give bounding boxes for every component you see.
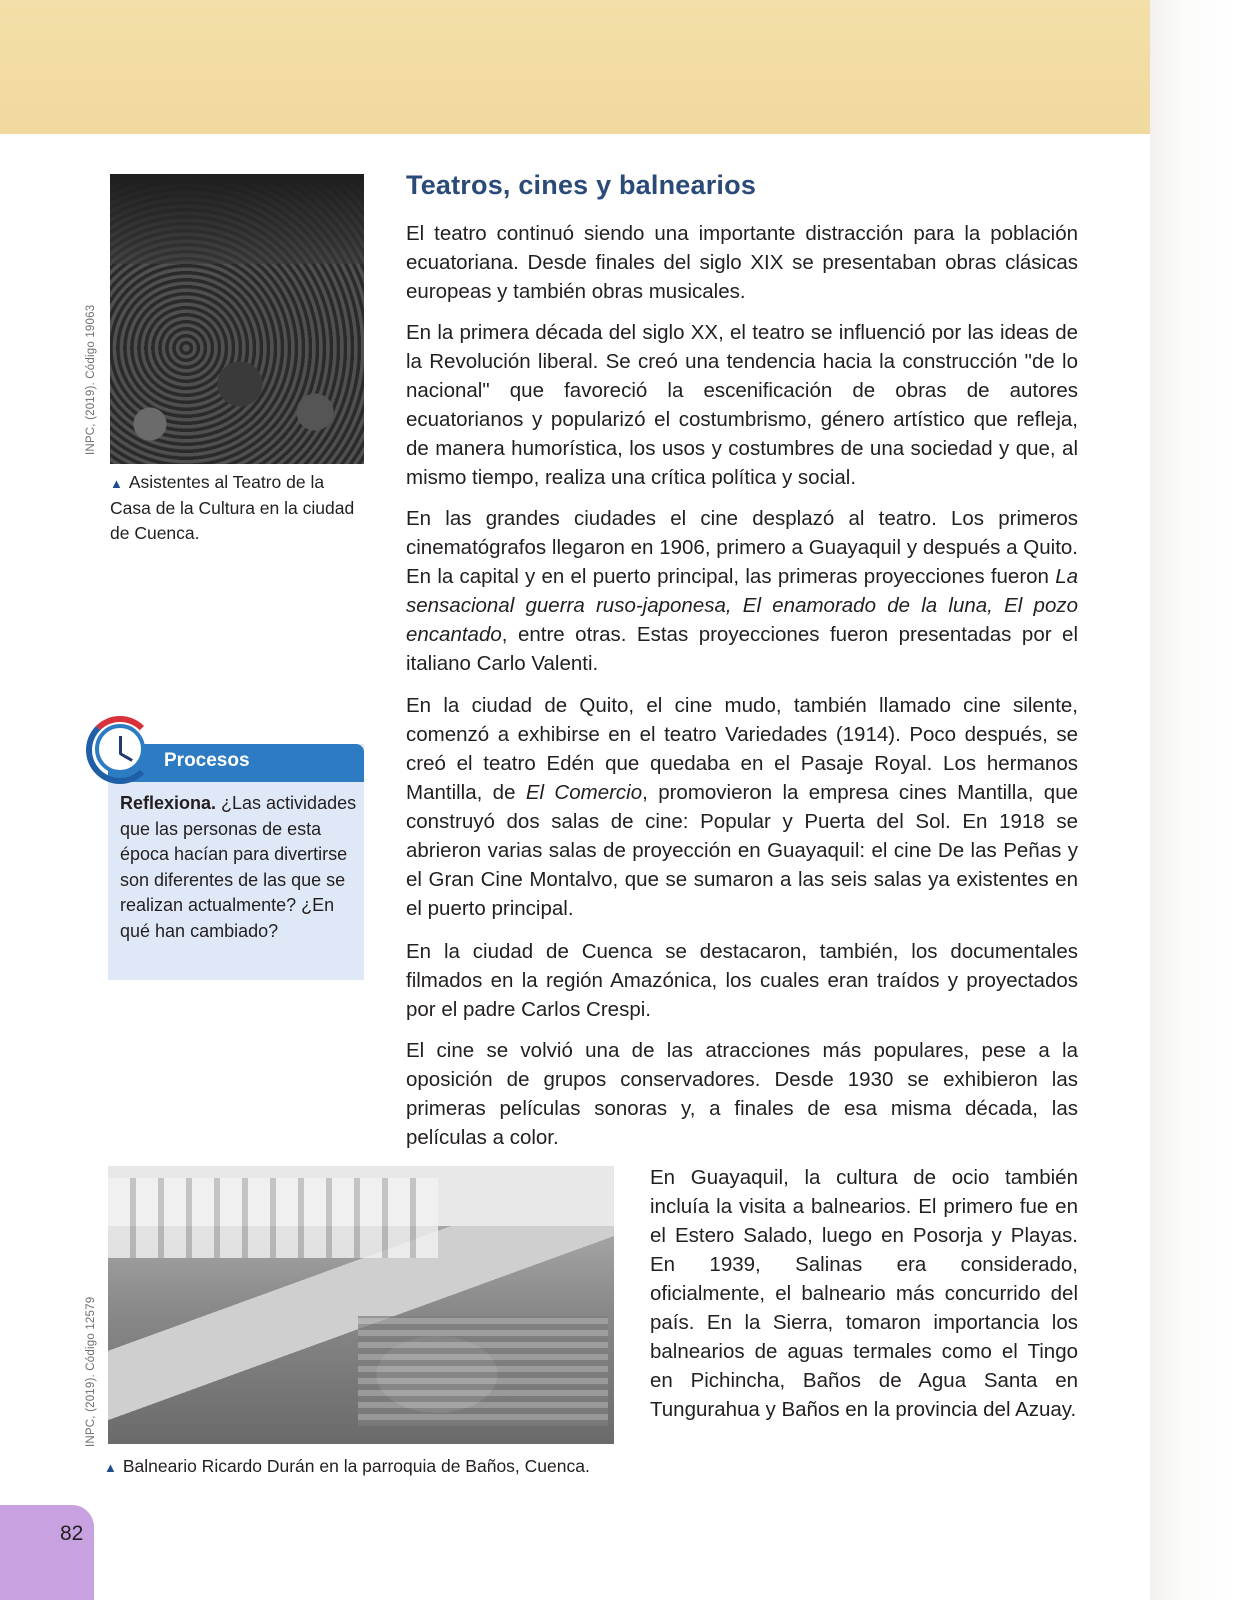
photo-caption <box>110 470 364 546</box>
paragraph-4-b: , promovieron la empresa cines Mantilla, que construyó dos salas de cine: Popular y Puerta del Sol. En 1918 se abrieron varias salas de proyección en Guayaquil: el cine De las Peñas y el Gran Cine Montalvo, que se sumaron a las seis salas ya existentes en el puerto principal. <box>406 781 1078 920</box>
caption-text: Asistentes al Teatro de la Casa de la Cultura en la ciudad de Cuenca. <box>110 472 355 543</box>
section-title: Teatros, cines y balnearios <box>406 170 757 200</box>
procesos-question: ¿Las actividades que las personas de esta época hacían para divertirse son diferentes de las que se realizan actualmente? ¿En qué han cambiado? <box>120 793 357 941</box>
caption-triangle-icon: ▲ <box>110 476 123 491</box>
paragraph-1: El teatro continuó siendo una importante distracción para la población ecuatoriana. Desde finales del siglo XIX se presentaban obras clásicas europeas y también obras musicales. <box>406 222 1078 303</box>
clock-icon <box>95 724 145 774</box>
theatre-audience-photo <box>110 174 364 464</box>
caption-text: Balneario Ricardo Durán en la parroquia de Baños, Cuenca. <box>122 1456 590 1476</box>
paragraph-3-b: , entre otras. Estas proyecciones fueron presentadas por el italiano Carlo Valenti. <box>406 623 1078 675</box>
paragraph-3-a: En las grandes ciudades el cine desplazó al teatro. Los primeros cinematógrafos llegaron en 1906, primero a Guayaquil y después a Quito. En la capital y en el puerto principal, las primeras proyecciones fueron <box>406 507 1078 588</box>
paragraph-7: En Guayaquil, la cultura de ocio también incluía la visita a balnearios. El primero fue en el Estero Salado, luego en Posorja y Playas. En 1939, Salinas era considerado, oficialmente, el balneario más concurrido del país. En la Sierra, tomaron importancia los balnearios de aguas termales como el Tingo en Pichincha, Baños de Agua Santa en Tungurahua y Baños en la provincia del Azuay. <box>650 1166 1078 1421</box>
paragraph-3 <box>406 504 1078 678</box>
film-titles: La sensacional guerra ruso-japonesa, El enamorado de la luna, El pozo encantado <box>406 565 1078 646</box>
procesos-title: Procesos <box>164 750 250 771</box>
page-number-tab <box>0 1505 94 1600</box>
paragraph-4 <box>406 691 1078 923</box>
caption-triangle-icon: ▲ <box>104 1460 117 1475</box>
procesos-lead: Reflexiona. <box>120 793 217 813</box>
photo-credit: INPC, (2019). Código 12579 <box>85 1296 97 1447</box>
top-decorative-band <box>0 0 1150 134</box>
page-number: 82 <box>60 1522 84 1545</box>
procesos-text <box>120 791 358 944</box>
paragraph-2: En la primera década del siglo XX, el teatro se influenció por las ideas de la Revolución liberal. Se creó una tendencia hacia la construcción "de lo nacional" que favoreció la escenificación de obras de autores ecuatorianos y popularizó el costumbrismo, género artístico que refleja, de manera humorística, los usos y costumbres de una sociedad y que, al mismo tiempo, realiza una crítica política y social. <box>406 321 1078 489</box>
newspaper-name: El Comercio <box>525 781 643 804</box>
photo-credit: INPC, (2019). Código 19063 <box>85 304 97 455</box>
photo-caption <box>104 1454 624 1480</box>
page-edge <box>1150 0 1236 1600</box>
balneario-photo <box>108 1166 614 1444</box>
paragraph-6: El cine se volvió una de las atracciones más populares, pese a la oposición de grupos conservadores. Desde 1930 se exhibieron las primeras películas sonoras y, a finales de esa misma década, las películas a color. <box>406 1039 1078 1149</box>
paragraph-5: En la ciudad de Cuenca se destacaron, también, los documentales filmados en la región Amazónica, los cuales eran traídos y proyectados por el padre Carlos Crespi. <box>406 940 1078 1021</box>
paragraph-4-a: En la ciudad de Quito, el cine mudo, también llamado cine silente, comenzó a exhibirse en el teatro Variedades (1914). Poco después, se creó el teatro Edén que quedaba en el Pasaje Royal. Los hermanos Mantilla, de <box>406 694 1078 804</box>
